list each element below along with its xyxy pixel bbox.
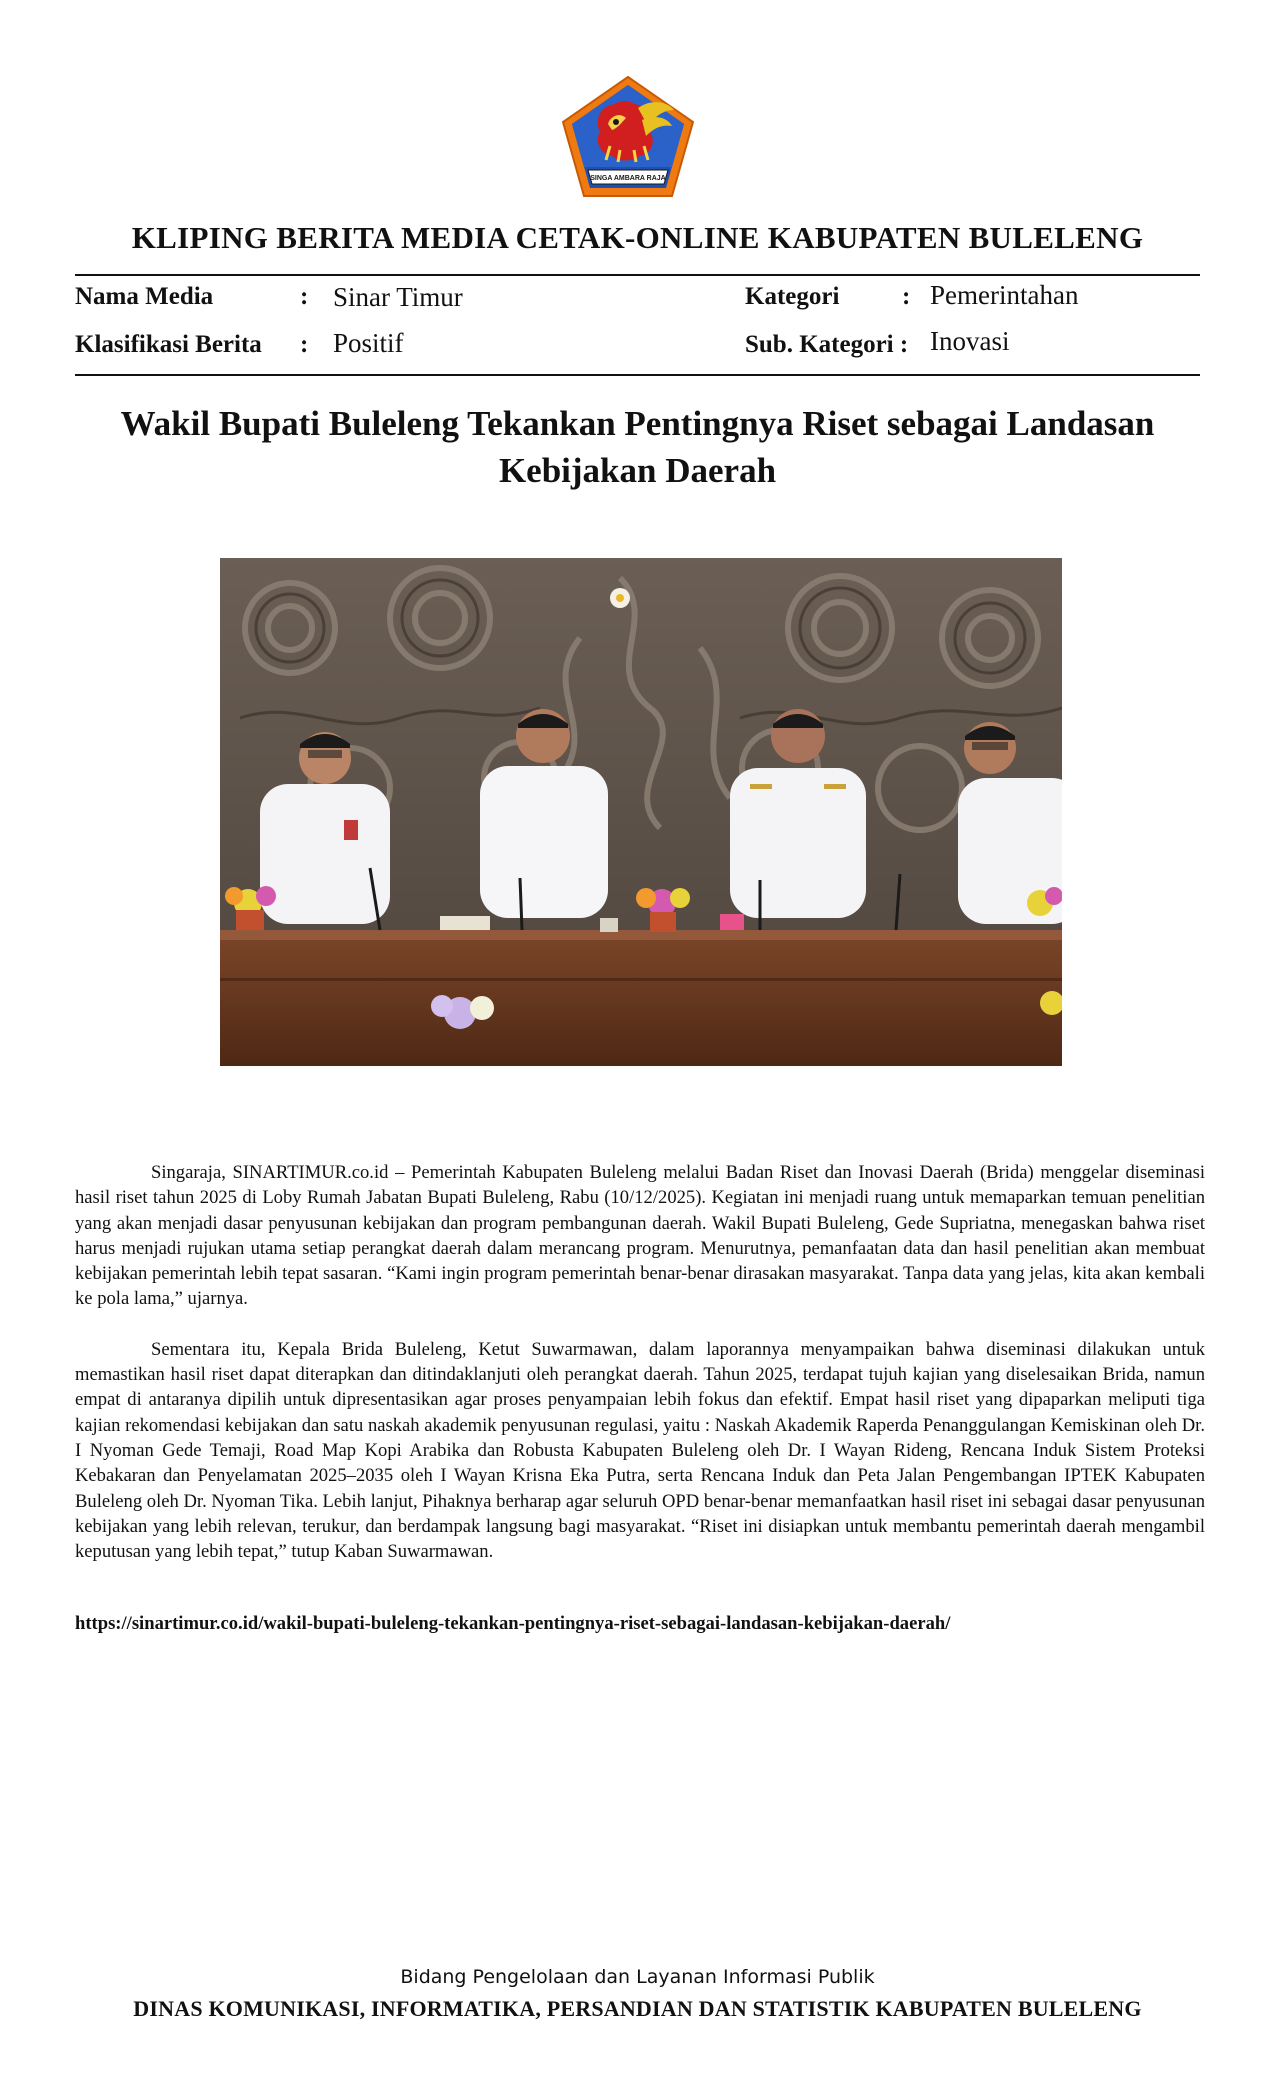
article-headline: Wakil Bupati Buleleng Tekankan Pentingnya Riset sebagai Landasan Kebijakan Daerah (120, 404, 1155, 490)
article-paragraph: Singaraja, SINARTIMUR.co.id – Pemerintah Kabupaten Buleleng melalui Badan Riset dan Inovasi Daerah (Brida) menggelar diseminasi hasil riset tahun 2025 di Loby Rumah Jabatan Bupati Buleleng, Rabu (10/12/2025). Kegiatan ini menjadi ruang untuk memaparkan temuan penelitian yang akan menjadi dasar penyusunan kebijakan dan program pembangunan daerah. Wakil Bupati Buleleng, Gede Supriatna, menegaskan bahwa riset harus menjadi rujukan utama setiap perangkat daerah dalam merancang program. Menurutnya, pemanfaatan data dan hasil penelitian akan membuat kebijakan pemerintah lebih tepat sasaran. “Kami ingin program pemerintah benar-benar dirasakan masyarakat. Tanpa data yang jelas, kita akan kembali ke pola lama,” ujarnya. (75, 1162, 1205, 1310)
colon: : (902, 283, 911, 310)
colon: : (300, 283, 309, 310)
logo-caption: SINGA AMBARA RAJA (590, 175, 666, 182)
event-photo (220, 558, 1062, 1066)
article-body (75, 1160, 1205, 1589)
nama-media-label: Nama Media (75, 283, 214, 310)
article-paragraph: Sementara itu, Kepala Brida Buleleng, Ketut Suwarmawan, dalam laporannya menyampaikan bahwa diseminasi dilakukan untuk memastikan hasil riset dapat diterapkan dan ditindaklanjuti oleh perangkat daerah. Tahun 2025, terdapat tujuh kajian yang diselesaikan Brida, namun empat di antaranya dipilih untuk dipresentasikan agar proses penyampaian lebih fokus dan efektif. Empat hasil riset yang dipaparkan meliputi tiga kajian rekomendasi kebijakan dan satu naskah akademik penyusunan regulasi, yaitu : Naskah Akademik Raperda Penanggulangan Kemiskinan oleh Dr. I Nyoman Gede Temaji, Road Map Kopi Arabika dan Robusta Kabupaten Buleleng oleh Dr. I Wayan Rideng, Rencana Induk Sistem Proteksi Kebakaran dan Penyelamatan 2025–2035 oleh I Wayan Krisna Eka Putra, serta Rencana Induk dan Peta Jalan Pengembangan IPTEK Kabupaten Buleleng oleh Dr. Nyoman Tika. Lebih lanjut, Pihaknya berharap agar seluruh OPD benar-benar memanfaatkan hasil riset ini sebagai dasar penyusunan kebijakan yang lebih relevan, terukur, dan berdampak langsung bagi masyarakat. “Riset ini disiapkan untuk membantu pemerintah daerah mengambil keputusan yang lebih tepat,” tutup Kaban Suwarmawan. (75, 1338, 1205, 1563)
sub-kategori-value: Inovasi (930, 326, 1010, 356)
colon: : (300, 331, 309, 358)
klasifikasi-berita-value: Positif (333, 328, 404, 358)
footer-department: Bidang Pengelolaan dan Layanan Informasi Publik (400, 1966, 875, 1988)
clipping-title: KLIPING BERITA MEDIA CETAK-ONLINE KABUPATEN BULELENG (131, 220, 1144, 255)
sub-kategori-label: Sub. Kategori : (745, 331, 909, 358)
kategori-label: Kategori (745, 283, 840, 310)
nama-media-value: Sinar Timur (333, 282, 463, 312)
source-url-link[interactable]: https://sinartimur.co.id/wakil-bupati-buleleng-tekankan-pentingnya-riset-sebagai-landasan-kebijakan-daerah/ (75, 1613, 951, 1634)
bottom-divider (75, 374, 1200, 376)
buleleng-regency-logo (560, 74, 696, 200)
kategori-value: Pemerintahan (930, 280, 1079, 310)
klasifikasi-berita-label: Klasifikasi Berita (75, 331, 262, 358)
top-divider (75, 274, 1200, 276)
footer-agency: DINAS KOMUNIKASI, INFORMATIKA, PERSANDIAN DAN STATISTIK KABUPATEN BULELENG (133, 1996, 1142, 2021)
